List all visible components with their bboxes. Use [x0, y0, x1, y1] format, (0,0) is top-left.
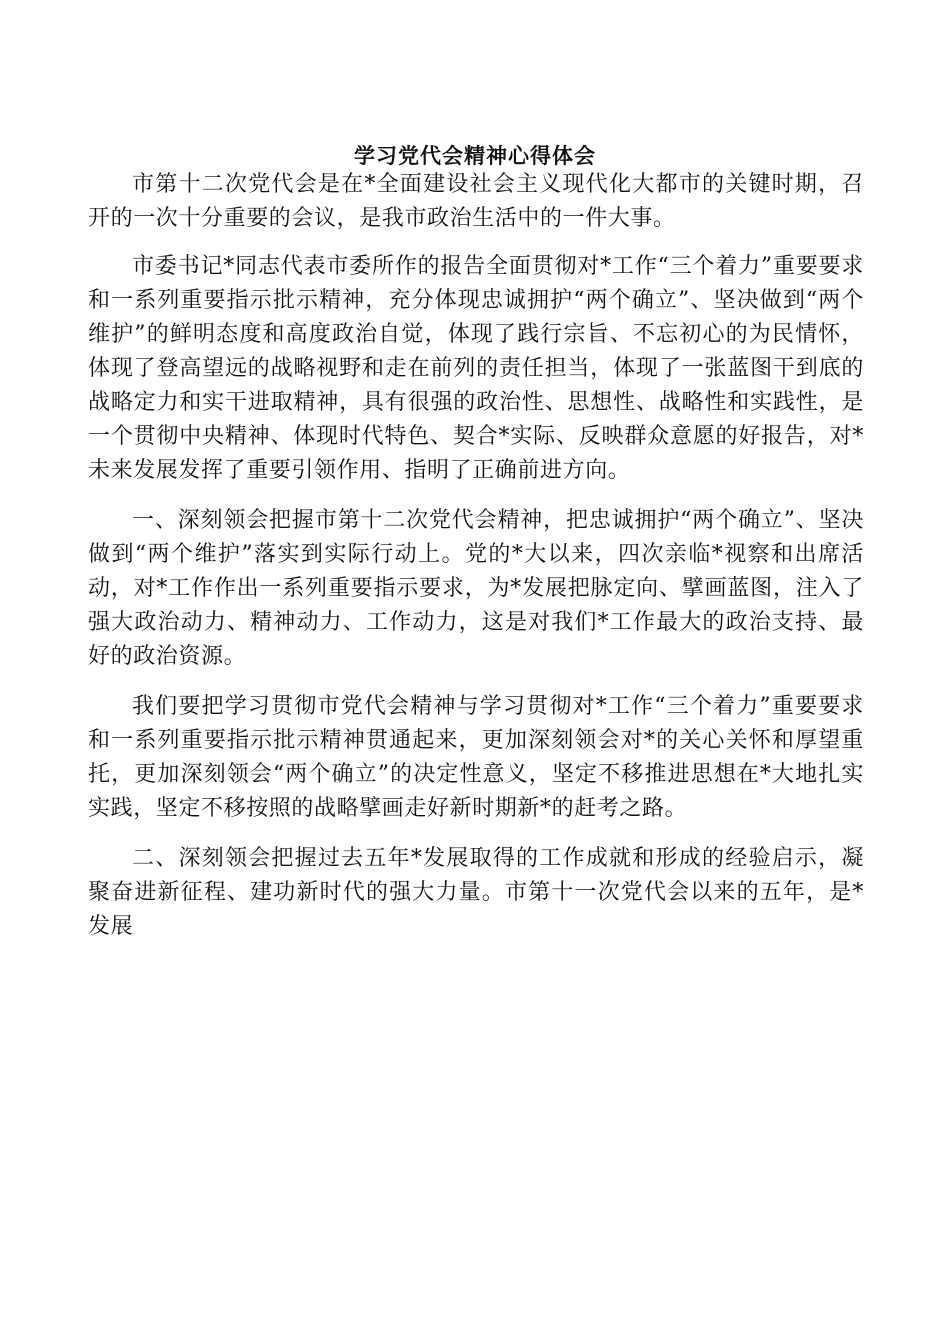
- paragraph-4: 我们要把学习贯彻市党代会精神与学习贯彻对*工作“三个着力”重要要求和一系列重要指示批示精神贯通起来，更加深刻领会对*的关心关怀和厚望重托，更加深刻领会“两个确立”的决定性意义，坚定不移推进思想在*大地扎实实践，坚定不移按照的战略擘画走好新时期新*的赶考之路。: [88, 694, 864, 821]
- paragraph-3: 一、深刻领会把握市第十二次党代会精神，把忠诚拥护“两个确立”、坚决做到“两个维护”落实到实际行动上。党的*大以来，四次亲临*视察和出席活动，对*工作作出一系列重要指示要求，为*发展把脉定向、擘画蓝图，注入了强大政治动力、精神动力、工作动力，这是对我们*工作最大的政治支持、最好的政治资源。: [88, 508, 864, 669]
- paragraph-1: 市第十二次党代会是在*全面建设社会主义现代化大都市的关键时期，召开的一次十分重要的会议，是我市政治生活中的一件大事。: [88, 172, 864, 231]
- paragraph-5: 二、深刻领会把握过去五年*发展取得的工作成就和形成的经验启示，凝聚奋进新征程、建功新时代的强大力量。市第十一次党代会以来的五年，是*发展: [88, 846, 864, 939]
- document-title: 学习党代会精神心得体会: [354, 144, 596, 168]
- paragraph-2: 市委书记*同志代表市委所作的报告全面贯彻对*工作“三个着力”重要要求和一系列重要指示批示精神，充分体现忠诚拥护“两个确立”、坚决做到“两个维护”的鲜明态度和高度政治自觉，体现了践行宗旨、不忘初心的为民情怀，体现了登高望远的战略视野和走在前列的责任担当，体现了一张蓝图干到底的战略定力和实干进取精神，具有很强的政治性、思想性、战略性和实践性，是一个贯彻中央精神、体现时代特色、契合*实际、反映群众意愿的好报告，对*未来发展发挥了重要引领作用、指明了正确前进方向。: [88, 254, 864, 483]
- document-body: [88, 168, 864, 960]
